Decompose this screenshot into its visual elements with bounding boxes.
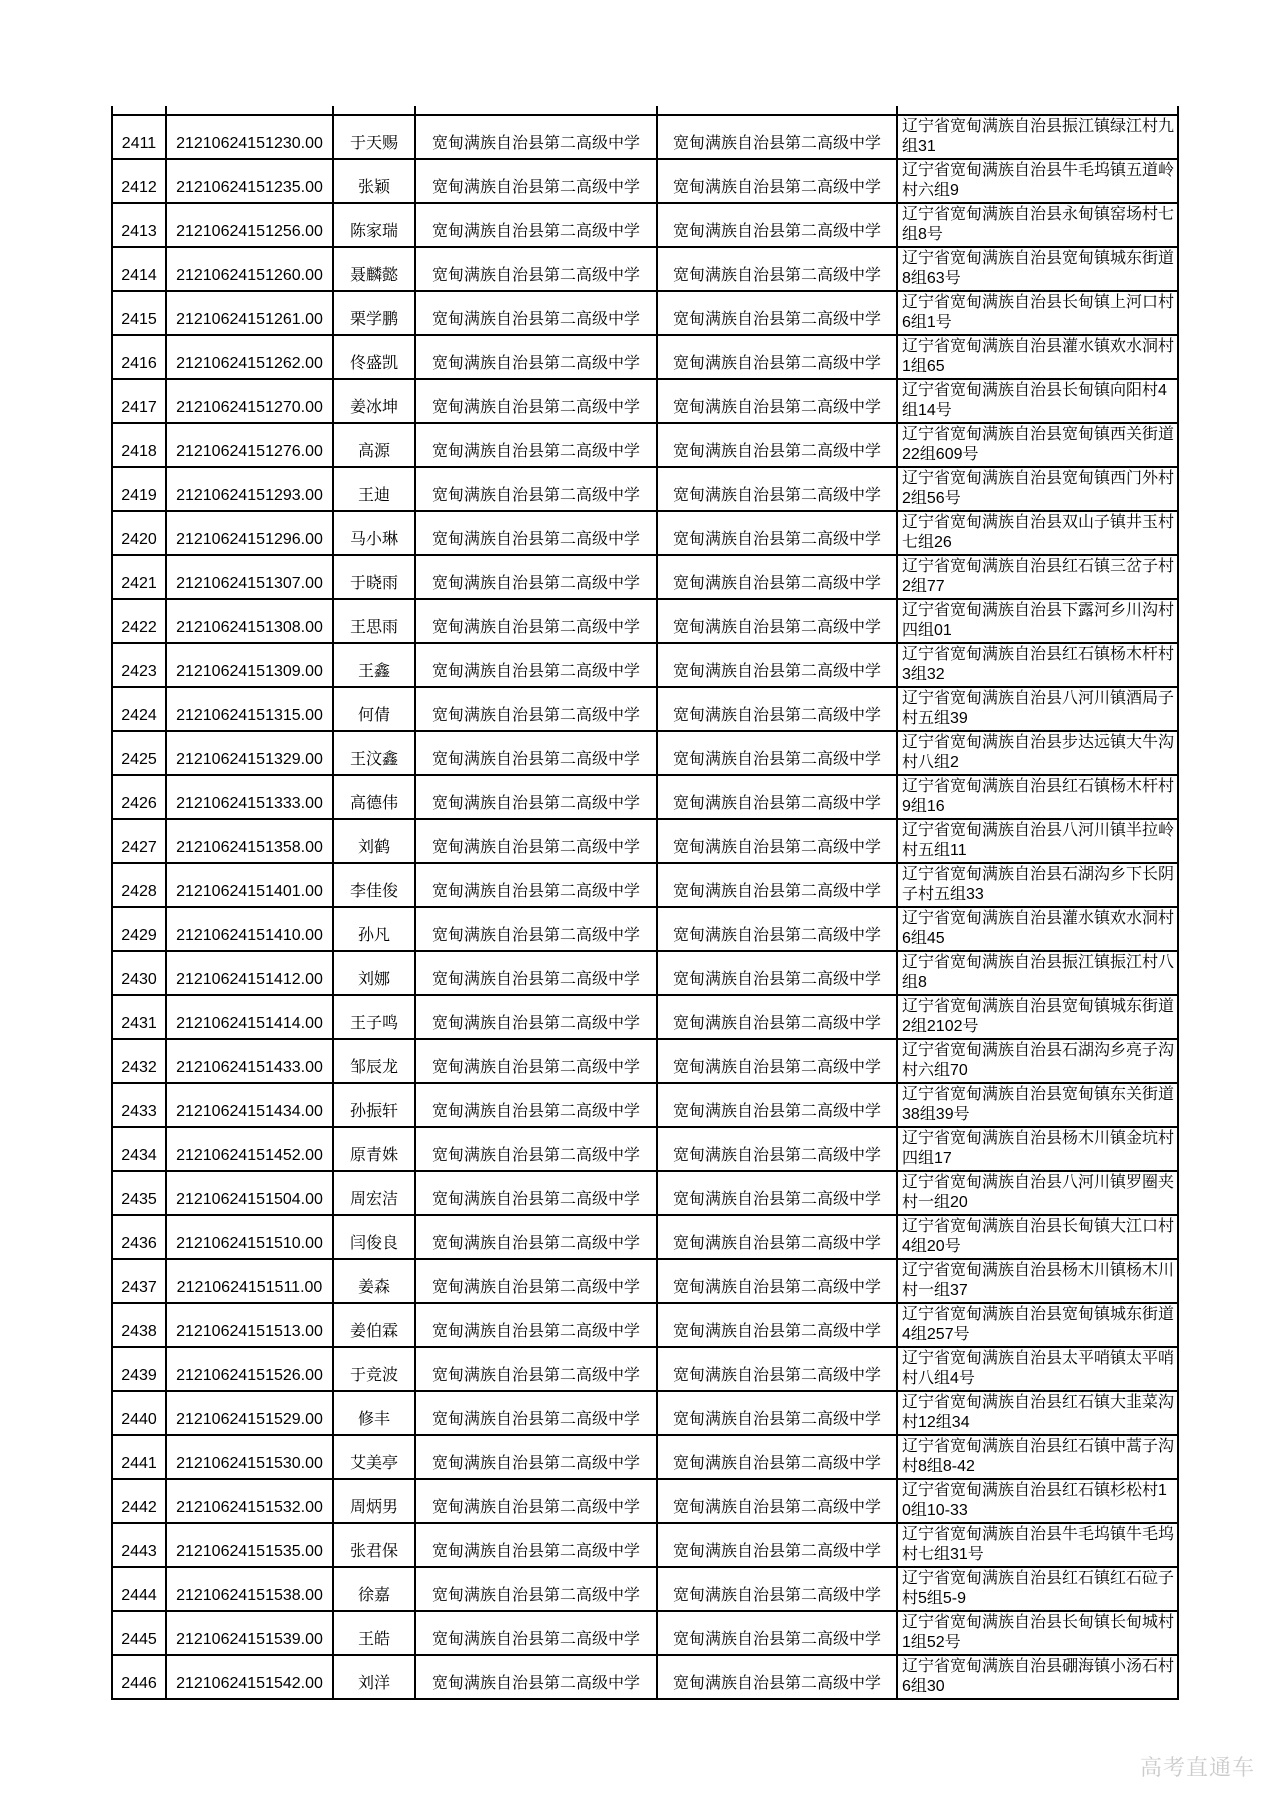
school-confirm-cell: 宽甸满族自治县第二高级中学: [657, 1083, 897, 1127]
school-confirm-cell: 宽甸满族自治县第二高级中学: [657, 335, 897, 379]
school-confirm-cell: 宽甸满族自治县第二高级中学: [657, 247, 897, 291]
table-row: [112, 1347, 1178, 1391]
address-cell: 辽宁省宽甸满族自治县步达远镇大牛沟村八组2: [897, 731, 1178, 775]
name-cell: 于晓雨: [333, 555, 415, 599]
table-row: [112, 379, 1178, 423]
table-row: [112, 511, 1178, 555]
school-cell: 宽甸满族自治县第二高级中学: [415, 423, 657, 467]
table-row: [112, 731, 1178, 775]
address-cell: 辽宁省宽甸满族自治县杨木川镇杨木川村一组37: [897, 1259, 1178, 1303]
exam-id-cell: 21210624151329.00: [166, 731, 333, 775]
school-cell: 宽甸满族自治县第二高级中学: [415, 1655, 657, 1699]
exam-id-cell: 21210624151539.00: [166, 1611, 333, 1655]
table-row: [112, 1259, 1178, 1303]
address-cell: 辽宁省宽甸满族自治县牛毛坞镇牛毛坞村七组31号: [897, 1523, 1178, 1567]
name-cell: 陈家瑞: [333, 203, 415, 247]
address-cell: 辽宁省宽甸满族自治县长甸镇大江口村4组20号: [897, 1215, 1178, 1259]
address-cell: 辽宁省宽甸满族自治县宽甸镇城东街道2组2102号: [897, 995, 1178, 1039]
address-cell: 辽宁省宽甸满族自治县红石镇大韭菜沟村12组34: [897, 1391, 1178, 1435]
school-cell: 宽甸满族自治县第二高级中学: [415, 1039, 657, 1083]
school-cell: 宽甸满族自治县第二高级中学: [415, 379, 657, 423]
address-cell: 辽宁省宽甸满族自治县硼海镇小汤石村6组30: [897, 1655, 1178, 1699]
table-row: [112, 599, 1178, 643]
serial-cell: 2420: [112, 511, 166, 555]
school-confirm-cell: 宽甸满族自治县第二高级中学: [657, 555, 897, 599]
exam-id-cell: 21210624151529.00: [166, 1391, 333, 1435]
exam-id-cell: 21210624151414.00: [166, 995, 333, 1039]
exam-id-cell: 21210624151412.00: [166, 951, 333, 995]
serial-cell: 2437: [112, 1259, 166, 1303]
school-cell: 宽甸满族自治县第二高级中学: [415, 1303, 657, 1347]
school-cell: 宽甸满族自治县第二高级中学: [415, 1259, 657, 1303]
address-cell: 辽宁省宽甸满族自治县红石镇杨木杆村9组16: [897, 775, 1178, 819]
table-row: [112, 863, 1178, 907]
school-cell: 宽甸满族自治县第二高级中学: [415, 1435, 657, 1479]
address-cell: 辽宁省宽甸满族自治县灌水镇欢水洞村1组65: [897, 335, 1178, 379]
serial-cell: 2429: [112, 907, 166, 951]
cutoff-cell: [415, 106, 657, 115]
school-confirm-cell: 宽甸满族自治县第二高级中学: [657, 599, 897, 643]
address-cell: 辽宁省宽甸满族自治县宽甸镇城东街道4组257号: [897, 1303, 1178, 1347]
serial-cell: 2442: [112, 1479, 166, 1523]
table-row: [112, 291, 1178, 335]
exam-id-cell: 21210624151358.00: [166, 819, 333, 863]
address-cell: 辽宁省宽甸满族自治县灌水镇欢水洞村6组45: [897, 907, 1178, 951]
school-cell: 宽甸满族自治县第二高级中学: [415, 467, 657, 511]
school-confirm-cell: 宽甸满族自治县第二高级中学: [657, 1215, 897, 1259]
cutoff-cell: [897, 106, 1178, 115]
exam-id-cell: 21210624151434.00: [166, 1083, 333, 1127]
cutoff-cell: [333, 106, 415, 115]
address-cell: 辽宁省宽甸满族自治县下露河乡川沟村四组01: [897, 599, 1178, 643]
school-cell: 宽甸满族自治县第二高级中学: [415, 731, 657, 775]
exam-id-cell: 21210624151333.00: [166, 775, 333, 819]
school-cell: 宽甸满族自治县第二高级中学: [415, 159, 657, 203]
address-cell: 辽宁省宽甸满族自治县长甸镇向阳村4组14号: [897, 379, 1178, 423]
school-cell: 宽甸满族自治县第二高级中学: [415, 1171, 657, 1215]
school-cell: 宽甸满族自治县第二高级中学: [415, 599, 657, 643]
serial-cell: 2446: [112, 1655, 166, 1699]
serial-cell: 2423: [112, 643, 166, 687]
exam-id-cell: 21210624151532.00: [166, 1479, 333, 1523]
exam-id-cell: 21210624151410.00: [166, 907, 333, 951]
school-cell: 宽甸满族自治县第二高级中学: [415, 115, 657, 159]
school-cell: 宽甸满族自治县第二高级中学: [415, 1083, 657, 1127]
serial-cell: 2418: [112, 423, 166, 467]
school-confirm-cell: 宽甸满族自治县第二高级中学: [657, 1171, 897, 1215]
school-cell: 宽甸满族自治县第二高级中学: [415, 951, 657, 995]
serial-cell: 2443: [112, 1523, 166, 1567]
school-confirm-cell: 宽甸满族自治县第二高级中学: [657, 1259, 897, 1303]
address-cell: 辽宁省宽甸满族自治县石湖沟乡亮子沟村六组70: [897, 1039, 1178, 1083]
address-cell: 辽宁省宽甸满族自治县红石镇杨木杆村3组32: [897, 643, 1178, 687]
table-row: [112, 115, 1178, 159]
school-cell: 宽甸满族自治县第二高级中学: [415, 1347, 657, 1391]
school-confirm-cell: 宽甸满族自治县第二高级中学: [657, 159, 897, 203]
exam-id-cell: 21210624151510.00: [166, 1215, 333, 1259]
name-cell: 姜森: [333, 1259, 415, 1303]
school-confirm-cell: 宽甸满族自治县第二高级中学: [657, 775, 897, 819]
exam-id-cell: 21210624151256.00: [166, 203, 333, 247]
school-cell: 宽甸满族自治县第二高级中学: [415, 511, 657, 555]
address-cell: 辽宁省宽甸满族自治县振江镇绿江村九组31: [897, 115, 1178, 159]
school-confirm-cell: 宽甸满族自治县第二高级中学: [657, 951, 897, 995]
name-cell: 王思雨: [333, 599, 415, 643]
serial-cell: 2414: [112, 247, 166, 291]
exam-id-cell: 21210624151235.00: [166, 159, 333, 203]
roster-body: [112, 106, 1178, 1699]
name-cell: 修丰: [333, 1391, 415, 1435]
exam-id-cell: 21210624151542.00: [166, 1655, 333, 1699]
address-cell: 辽宁省宽甸满族自治县长甸镇上河口村6组1号: [897, 291, 1178, 335]
school-cell: 宽甸满族自治县第二高级中学: [415, 1391, 657, 1435]
address-cell: 辽宁省宽甸满族自治县长甸镇长甸城村1组52号: [897, 1611, 1178, 1655]
school-confirm-cell: 宽甸满族自治县第二高级中学: [657, 863, 897, 907]
address-cell: 辽宁省宽甸满族自治县宽甸镇城东街道8组63号: [897, 247, 1178, 291]
table-row: [112, 247, 1178, 291]
table-row: [112, 1479, 1178, 1523]
exam-id-cell: 21210624151262.00: [166, 335, 333, 379]
serial-cell: 2440: [112, 1391, 166, 1435]
table-row: [112, 1391, 1178, 1435]
exam-id-cell: 21210624151270.00: [166, 379, 333, 423]
serial-cell: 2427: [112, 819, 166, 863]
table-row: [112, 1567, 1178, 1611]
school-confirm-cell: 宽甸满族自治县第二高级中学: [657, 423, 897, 467]
serial-cell: 2445: [112, 1611, 166, 1655]
name-cell: 徐嘉: [333, 1567, 415, 1611]
school-cell: 宽甸满族自治县第二高级中学: [415, 819, 657, 863]
table-row: [112, 907, 1178, 951]
school-confirm-cell: 宽甸满族自治县第二高级中学: [657, 1347, 897, 1391]
address-cell: 辽宁省宽甸满族自治县宽甸镇西关街道22组609号: [897, 423, 1178, 467]
name-cell: 刘娜: [333, 951, 415, 995]
exam-id-cell: 21210624151315.00: [166, 687, 333, 731]
school-confirm-cell: 宽甸满族自治县第二高级中学: [657, 819, 897, 863]
address-cell: 辽宁省宽甸满族自治县杨木川镇金坑村四组17: [897, 1127, 1178, 1171]
address-cell: 辽宁省宽甸满族自治县红石镇红石砬子村5组5-9: [897, 1567, 1178, 1611]
name-cell: 邹辰龙: [333, 1039, 415, 1083]
name-cell: 姜冰坤: [333, 379, 415, 423]
table-row: [112, 1435, 1178, 1479]
serial-cell: 2435: [112, 1171, 166, 1215]
name-cell: 姜伯霖: [333, 1303, 415, 1347]
school-confirm-cell: 宽甸满族自治县第二高级中学: [657, 1611, 897, 1655]
name-cell: 刘鹤: [333, 819, 415, 863]
school-confirm-cell: 宽甸满族自治县第二高级中学: [657, 907, 897, 951]
exam-id-cell: 21210624151307.00: [166, 555, 333, 599]
name-cell: 孙振轩: [333, 1083, 415, 1127]
table-row: [112, 1083, 1178, 1127]
exam-id-cell: 21210624151433.00: [166, 1039, 333, 1083]
address-cell: 辽宁省宽甸满族自治县永甸镇窑场村七组8号: [897, 203, 1178, 247]
table-row: [112, 203, 1178, 247]
serial-cell: 2430: [112, 951, 166, 995]
serial-cell: 2436: [112, 1215, 166, 1259]
exam-id-cell: 21210624151296.00: [166, 511, 333, 555]
school-cell: 宽甸满族自治县第二高级中学: [415, 555, 657, 599]
name-cell: 马小琳: [333, 511, 415, 555]
address-cell: 辽宁省宽甸满族自治县振江镇振江村八组8: [897, 951, 1178, 995]
school-cell: 宽甸满族自治县第二高级中学: [415, 1611, 657, 1655]
serial-cell: 2439: [112, 1347, 166, 1391]
table-row: [112, 555, 1178, 599]
serial-cell: 2424: [112, 687, 166, 731]
school-cell: 宽甸满族自治县第二高级中学: [415, 643, 657, 687]
name-cell: 孙凡: [333, 907, 415, 951]
exam-id-cell: 21210624151276.00: [166, 423, 333, 467]
school-cell: 宽甸满族自治县第二高级中学: [415, 1479, 657, 1523]
serial-cell: 2428: [112, 863, 166, 907]
name-cell: 于天赐: [333, 115, 415, 159]
name-cell: 张君保: [333, 1523, 415, 1567]
table-row: [112, 819, 1178, 863]
school-cell: 宽甸满族自治县第二高级中学: [415, 247, 657, 291]
school-cell: 宽甸满族自治县第二高级中学: [415, 1567, 657, 1611]
school-cell: 宽甸满族自治县第二高级中学: [415, 687, 657, 731]
school-cell: 宽甸满族自治县第二高级中学: [415, 1523, 657, 1567]
address-cell: 辽宁省宽甸满族自治县石湖沟乡下长阴子村五组33: [897, 863, 1178, 907]
school-confirm-cell: 宽甸满族自治县第二高级中学: [657, 1655, 897, 1699]
exam-id-cell: 21210624151526.00: [166, 1347, 333, 1391]
student-roster-table: [111, 106, 1179, 1700]
school-confirm-cell: 宽甸满族自治县第二高级中学: [657, 687, 897, 731]
serial-cell: 2434: [112, 1127, 166, 1171]
table-row: [112, 1655, 1178, 1699]
name-cell: 闫俊良: [333, 1215, 415, 1259]
serial-cell: 2444: [112, 1567, 166, 1611]
name-cell: 高源: [333, 423, 415, 467]
exam-id-cell: 21210624151293.00: [166, 467, 333, 511]
name-cell: 周宏洁: [333, 1171, 415, 1215]
school-confirm-cell: 宽甸满族自治县第二高级中学: [657, 731, 897, 775]
name-cell: 刘洋: [333, 1655, 415, 1699]
school-cell: 宽甸满族自治县第二高级中学: [415, 907, 657, 951]
name-cell: 栗学鹏: [333, 291, 415, 335]
name-cell: 王子鸣: [333, 995, 415, 1039]
name-cell: 王汶鑫: [333, 731, 415, 775]
cutoff-cell: [657, 106, 897, 115]
table-row: [112, 159, 1178, 203]
table-row: [112, 951, 1178, 995]
school-cell: 宽甸满族自治县第二高级中学: [415, 863, 657, 907]
cutoff-row: [112, 106, 1178, 115]
school-cell: 宽甸满族自治县第二高级中学: [415, 1127, 657, 1171]
school-confirm-cell: 宽甸满族自治县第二高级中学: [657, 1391, 897, 1435]
school-confirm-cell: 宽甸满族自治县第二高级中学: [657, 1039, 897, 1083]
table-row: [112, 423, 1178, 467]
serial-cell: 2421: [112, 555, 166, 599]
table-row: [112, 687, 1178, 731]
exam-id-cell: 21210624151309.00: [166, 643, 333, 687]
address-cell: 辽宁省宽甸满族自治县牛毛坞镇五道岭村六组9: [897, 159, 1178, 203]
name-cell: 高德伟: [333, 775, 415, 819]
name-cell: 聂麟懿: [333, 247, 415, 291]
name-cell: 张颖: [333, 159, 415, 203]
school-confirm-cell: 宽甸满族自治县第二高级中学: [657, 1435, 897, 1479]
watermark: 高考直通车: [1140, 1755, 1256, 1780]
address-cell: 辽宁省宽甸满族自治县双山子镇井玉村七组26: [897, 511, 1178, 555]
address-cell: 辽宁省宽甸满族自治县八河川镇酒局子村五组39: [897, 687, 1178, 731]
serial-cell: 2431: [112, 995, 166, 1039]
exam-id-cell: 21210624151535.00: [166, 1523, 333, 1567]
exam-id-cell: 21210624151401.00: [166, 863, 333, 907]
table-row: [112, 1611, 1178, 1655]
school-confirm-cell: 宽甸满族自治县第二高级中学: [657, 1303, 897, 1347]
cutoff-cell: [166, 106, 333, 115]
address-cell: 辽宁省宽甸满族自治县八河川镇罗圈夹村一组20: [897, 1171, 1178, 1215]
table-row: [112, 1127, 1178, 1171]
name-cell: 原青姝: [333, 1127, 415, 1171]
school-cell: 宽甸满族自治县第二高级中学: [415, 995, 657, 1039]
school-confirm-cell: 宽甸满族自治县第二高级中学: [657, 995, 897, 1039]
school-confirm-cell: 宽甸满族自治县第二高级中学: [657, 467, 897, 511]
serial-cell: 2415: [112, 291, 166, 335]
school-cell: 宽甸满族自治县第二高级中学: [415, 775, 657, 819]
name-cell: 王鑫: [333, 643, 415, 687]
address-cell: 辽宁省宽甸满族自治县宽甸镇西门外村2组56号: [897, 467, 1178, 511]
name-cell: 李佳俊: [333, 863, 415, 907]
school-confirm-cell: 宽甸满族自治县第二高级中学: [657, 1523, 897, 1567]
serial-cell: 2438: [112, 1303, 166, 1347]
table-row: [112, 1303, 1178, 1347]
address-cell: 辽宁省宽甸满族自治县红石镇杉松村10组10-33: [897, 1479, 1178, 1523]
exam-id-cell: 21210624151538.00: [166, 1567, 333, 1611]
school-confirm-cell: 宽甸满族自治县第二高级中学: [657, 379, 897, 423]
serial-cell: 2433: [112, 1083, 166, 1127]
cutoff-cell: [112, 106, 166, 115]
exam-id-cell: 21210624151530.00: [166, 1435, 333, 1479]
table-row: [112, 1215, 1178, 1259]
school-confirm-cell: 宽甸满族自治县第二高级中学: [657, 115, 897, 159]
school-confirm-cell: 宽甸满族自治县第二高级中学: [657, 643, 897, 687]
school-confirm-cell: 宽甸满族自治县第二高级中学: [657, 291, 897, 335]
name-cell: 何倩: [333, 687, 415, 731]
exam-id-cell: 21210624151504.00: [166, 1171, 333, 1215]
exam-id-cell: 21210624151261.00: [166, 291, 333, 335]
school-confirm-cell: 宽甸满族自治县第二高级中学: [657, 511, 897, 555]
school-cell: 宽甸满族自治县第二高级中学: [415, 291, 657, 335]
address-cell: 辽宁省宽甸满族自治县太平哨镇太平哨村八组4号: [897, 1347, 1178, 1391]
exam-id-cell: 21210624151513.00: [166, 1303, 333, 1347]
serial-cell: 2413: [112, 203, 166, 247]
school-confirm-cell: 宽甸满族自治县第二高级中学: [657, 203, 897, 247]
address-cell: 辽宁省宽甸满族自治县宽甸镇东关街道38组39号: [897, 1083, 1178, 1127]
table-row: [112, 467, 1178, 511]
address-cell: 辽宁省宽甸满族自治县八河川镇半拉岭村五组11: [897, 819, 1178, 863]
school-confirm-cell: 宽甸满族自治县第二高级中学: [657, 1127, 897, 1171]
exam-id-cell: 21210624151260.00: [166, 247, 333, 291]
serial-cell: 2425: [112, 731, 166, 775]
table-row: [112, 775, 1178, 819]
table-row: [112, 1171, 1178, 1215]
name-cell: 于竞波: [333, 1347, 415, 1391]
serial-cell: 2411: [112, 115, 166, 159]
name-cell: 艾美亭: [333, 1435, 415, 1479]
serial-cell: 2422: [112, 599, 166, 643]
school-cell: 宽甸满族自治县第二高级中学: [415, 335, 657, 379]
table-row: [112, 1039, 1178, 1083]
exam-id-cell: 21210624151511.00: [166, 1259, 333, 1303]
school-cell: 宽甸满族自治县第二高级中学: [415, 1215, 657, 1259]
school-confirm-cell: 宽甸满族自治县第二高级中学: [657, 1479, 897, 1523]
serial-cell: 2441: [112, 1435, 166, 1479]
exam-id-cell: 21210624151308.00: [166, 599, 333, 643]
address-cell: 辽宁省宽甸满族自治县红石镇三岔子村2组77: [897, 555, 1178, 599]
school-cell: 宽甸满族自治县第二高级中学: [415, 203, 657, 247]
table-row: [112, 1523, 1178, 1567]
exam-id-cell: 21210624151452.00: [166, 1127, 333, 1171]
table-row: [112, 995, 1178, 1039]
table-row: [112, 643, 1178, 687]
school-confirm-cell: 宽甸满族自治县第二高级中学: [657, 1567, 897, 1611]
serial-cell: 2412: [112, 159, 166, 203]
name-cell: 佟盛凯: [333, 335, 415, 379]
table-row: [112, 335, 1178, 379]
serial-cell: 2426: [112, 775, 166, 819]
serial-cell: 2432: [112, 1039, 166, 1083]
name-cell: 王皓: [333, 1611, 415, 1655]
exam-id-cell: 21210624151230.00: [166, 115, 333, 159]
name-cell: 王迪: [333, 467, 415, 511]
serial-cell: 2419: [112, 467, 166, 511]
name-cell: 周炳男: [333, 1479, 415, 1523]
serial-cell: 2416: [112, 335, 166, 379]
address-cell: 辽宁省宽甸满族自治县红石镇中蒿子沟村8组8-42: [897, 1435, 1178, 1479]
serial-cell: 2417: [112, 379, 166, 423]
